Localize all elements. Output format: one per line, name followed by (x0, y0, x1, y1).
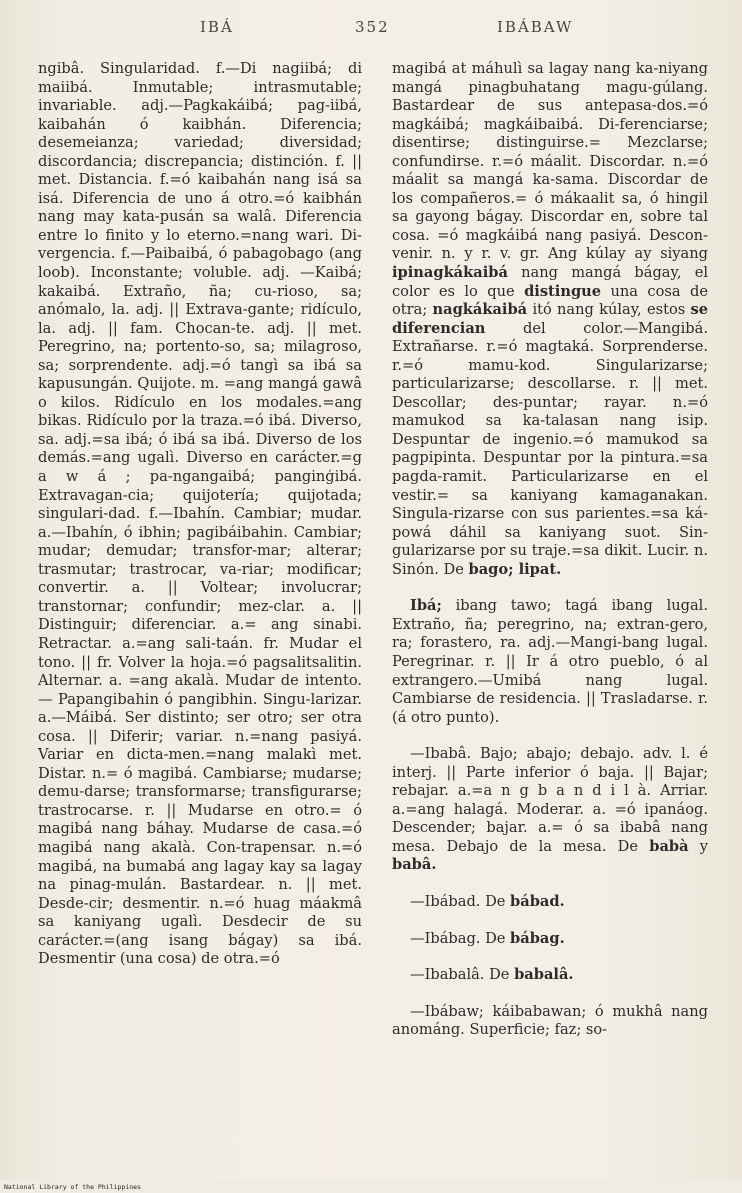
entry-text: nang mangá bágay, el color es lo que (392, 264, 708, 300)
entry-text: —Ibabalâ. De (410, 966, 510, 984)
entry-ibabad (392, 893, 708, 912)
header-right-term: IBÁBAW (497, 18, 574, 36)
bold-term: se diferencian (392, 301, 709, 337)
bold-term: bago; lipat. (468, 560, 562, 578)
running-header (0, 18, 742, 42)
bold-term: nagkákaibá (432, 301, 528, 319)
entry-text: —Ibabâ. Bajo; abajo; debajo. adv. l. é interj. || Parte inferior ó baja. || Bajar; rebajar. a.=a n g b a n d i l à. Arriar. a.=ang halagá. Moderar. a. =ó ipanáog. Descender; bajar. a.= ó sa ibabâ nang mesa. Debajo de la mesa. De (392, 745, 708, 855)
bold-term: distingue (524, 282, 602, 300)
left-column (38, 60, 362, 969)
entry-ibabag (392, 930, 708, 949)
header-left-term: IBÁ (200, 18, 234, 36)
entry-ibabaw (392, 1003, 708, 1040)
entry-text: —Ibábag. De (410, 929, 506, 947)
bold-term: babà (649, 837, 689, 855)
entry-ibabala (392, 966, 708, 985)
page-number: 352 (355, 18, 390, 36)
bold-term: bábag. (510, 929, 565, 947)
bold-term: babalâ. (514, 966, 574, 984)
bold-term: ipinagkákaibá (392, 264, 508, 282)
entry-text: —Ibábad. De (410, 892, 506, 910)
right-column (392, 60, 708, 1040)
bold-term: bábad. (510, 892, 565, 910)
entry-text: del color.—Mangibá. Extrañarse. r.=ó magtaká. Sorprenderse. r.=ó mamu-kod. Singularizarse; particularizarse; descollarse. r. || met. Descollar; des-puntar; rayar. n.=ó mamukod sa ka-talasan nang isip. Despuntar de ingenio.=ó mamukod sa pagpipinta. Despuntar por la pintura.=sa pagda-ramit. Particularizarse en el vestir.= sa kaniyang kamaganakan. Singula-rizarse con sus parientes.=sa ká-powá dáhil sa kaniyang suot. Sin-gularizarse por su traje.=sa dikit. Lucir. n. Sinón. De (392, 319, 708, 578)
left-column-text: ngibâ. Singularidad. f.—Di nagiibá; di maiibá. Inmutable; intrasmutable; invariable. adj.—Pagkakáibá; pag-iibá, kaibahán ó kaibhán. Diferencia; desemeianza; variedad; diversidad; discordancia; discrepancia; distinción. f. || met. Distancia. f.=ó kaibahán nang isá sa isá. Diferencia de uno á otro.=ó kaibhán nang may kata-pusán sa walâ. Diferencia entre lo finito y lo eterno.=nang wari. Di-vergencia. f.—Paibaibá, ó pabagobago (ang loob). Inconstante; voluble. adj. —Kaibá; kakaibá. Extraño, ña; cu-rioso, sa; anómalo, la. adj. || Extrava-gante; ridículo, la. adj. || fam. Chocan-te. adj. || met. Peregrino, na; portento-so, sa; milagroso, sa; sorprendente. adj.=ó tangì sa ibá sa kapusungán. Quijote. m. =ang mangá gawâ o kilos. Ridículo en los modales.=ang bikas. Ridículo por la traza.=ó ibá. Diverso, sa. adj.=sa ibá; ó ibá sa ibá. Diverso de los demás.=ang ugalì. Diverso en carácter.=g a w á ; pa-ngangaibá; panginģibá. Extravagan-cia; quijotería; quijotada; singulari-dad. f.—Ibahín. Cambiar; mudar. a.—Ibahín, ó ibhin; pagibáibahin. Cambiar; mudar; demudar; transfor-mar; alterar; trasmutar; trastrocar, va-riar; modificar; convertir. a. || Voltear; involucrar; transtornar; confundir; mez-clar. a. || Distinguir; diferenciar. a.= ang sinabi. Retractar. a.=ang sali-taán. fr. Mudar el tono. || fr. Volver la hoja.=ó pagsalitsalitin. Alternar. a. =ang akalà. Mudar de intento.— Papangibahin ó pangibhin. Singu-larizar. a.—Máibá. Ser distinto; ser otro; ser otra cosa. || Diferir; variar. n.=nang pasiyá. Variar en dicta-men.=nang malakì met. Distar. n.= ó magibá. Cambiarse; mudarse; demu-darse; transformarse; transfigurarse; trastrocarse. r. || Mudarse en otro.= ó magibá nang báhay. Mudarse de casa.=ó magibá nang akalà. Con-trapensar. n.=ó magibá, na bumabá ang lagay kay sa lagay na pinag-mulán. Bastardear. n. || met. Desde-cir; desmentir. n.=ó huag máakmâ sa kaniyang ugalì. Desdecir de su carácter.=(ang isang bágay) sa ibá. Desmentir (una cosa) de otra.=ó (38, 60, 362, 968)
entry-text: —Ibábaw; káibabawan; ó mukhâ nang anománg. Superficie; faz; so- (392, 1002, 708, 1039)
entry-text: y (699, 837, 709, 855)
entry-text: ibang tawo; tagá ibang lugal. Extraño, ña; peregrino, na; extran-gero, ra; forastero, ra. adj.—Mangi-bang lugal. Peregrinar. r. || Ir á otro pueblo, ó al extrangero.—Umibá nang lugal. Cambiarse de residencia. || Trasladarse. r. (á otro punto). (392, 597, 708, 726)
library-credit: National Library of the Philippines (4, 1183, 141, 1191)
bold-term: babâ. (392, 856, 437, 874)
entry-text: itó nang kúlay, estos (532, 301, 686, 319)
entry-text: magibá at máhulì sa lagay nang ka-niyang mangá pinagbuhatang magu-gúlang. Bastardear de sus antepasa-dos.=ó magkáibá; magkáibaibá. Di-ferenciarse; disentirse; distinguirse.= Mezclarse; confundirse. r.=ó máalit. Discordar. n.=ó máalit sa mangá ka-sama. Discordar de los compañeros.= ó mákaalit sa, ó hingil sa gayong bágay. Discordar en, sobre tal cosa. =ó magkáibá nang pasiyá. Descon-venir. n. y r. v. gr. Ang kúlay ay siyang (392, 60, 708, 263)
entry-continuation (392, 60, 708, 579)
entry-iba (392, 597, 708, 727)
entry-text: una cosa de otra; (392, 282, 708, 319)
entry-ibaba (392, 745, 708, 875)
headword: Ibá; (410, 597, 442, 615)
